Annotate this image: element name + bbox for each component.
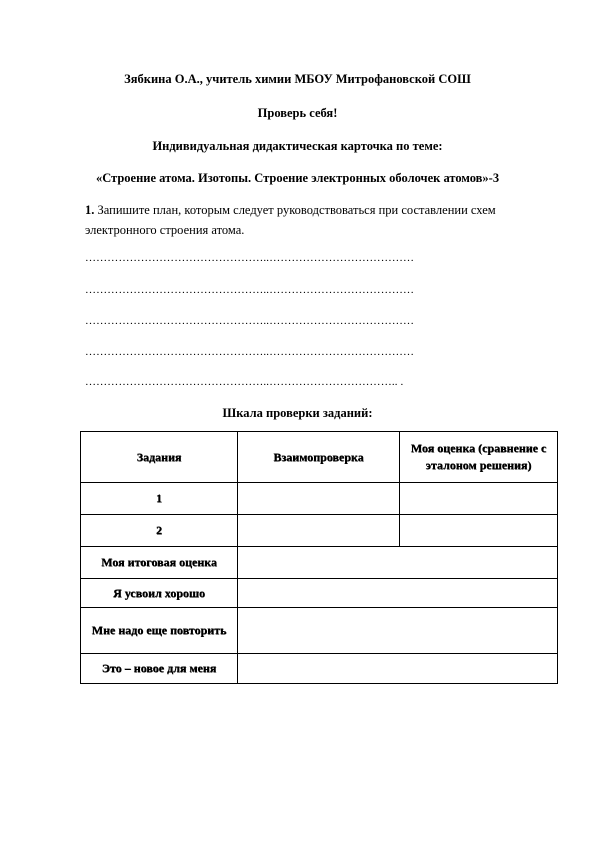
need-review-cell[interactable] — [238, 608, 558, 654]
table-row — [81, 483, 558, 515]
self-assessment-cell[interactable] — [400, 515, 558, 547]
answer-line-4[interactable]: …………………………………………..………………………………… — [85, 346, 415, 358]
peer-review-cell[interactable] — [238, 483, 400, 515]
table-row — [81, 608, 558, 654]
task-1-text: Запишите план, которым следует руководствоваться при составлении схем электронного строения атома. — [85, 203, 496, 237]
peer-review-cell[interactable] — [238, 515, 400, 547]
answer-line-1[interactable]: …………………………………………..………………………………… — [85, 252, 415, 264]
task-number-cell: 1 — [81, 483, 238, 515]
self-assessment-cell[interactable] — [400, 483, 558, 515]
card-title: Индивидуальная дидактическая карточка по теме: — [152, 139, 443, 153]
new-for-me-label: Это – новое для меня — [81, 654, 238, 684]
check-yourself-title: Проверь себя! — [257, 106, 338, 120]
assessment-table — [80, 431, 558, 684]
learned-well-label: Я усвоил хорошо — [81, 579, 238, 608]
answer-line-2[interactable]: …………………………………………..………………………………… — [85, 284, 415, 296]
table-header-row — [81, 432, 558, 483]
table-row — [81, 547, 558, 579]
table-row — [81, 579, 558, 608]
final-grade-cell[interactable] — [238, 547, 558, 579]
need-review-label: Мне надо еще повторить — [81, 608, 238, 654]
task-1-number: 1. — [85, 203, 95, 217]
new-for-me-cell[interactable] — [238, 654, 558, 684]
task-1 — [85, 200, 535, 240]
scale-title: Шкала проверки заданий: — [222, 406, 373, 420]
table-row — [81, 654, 558, 684]
learned-well-cell[interactable] — [238, 579, 558, 608]
author-line: Зябкина О.А., учитель химии МБОУ Митрофановской СОШ — [124, 72, 471, 86]
header-self-assessment: Моя оценка (сравнение с эталоном решения) — [400, 432, 558, 483]
header-tasks: Задания — [81, 432, 238, 483]
task-number-cell: 2 — [81, 515, 238, 547]
header-peer-review: Взаимопроверка — [238, 432, 400, 483]
answer-line-3[interactable]: …………………………………………..………………………………… — [85, 315, 415, 327]
final-grade-label: Моя итоговая оценка — [81, 547, 238, 579]
answer-line-5[interactable]: …………………………………………..…………………………….. . — [85, 376, 404, 388]
table-row — [81, 515, 558, 547]
topic-title: «Строение атома. Изотопы. Строение электронных оболочек атомов»-3 — [95, 171, 500, 185]
